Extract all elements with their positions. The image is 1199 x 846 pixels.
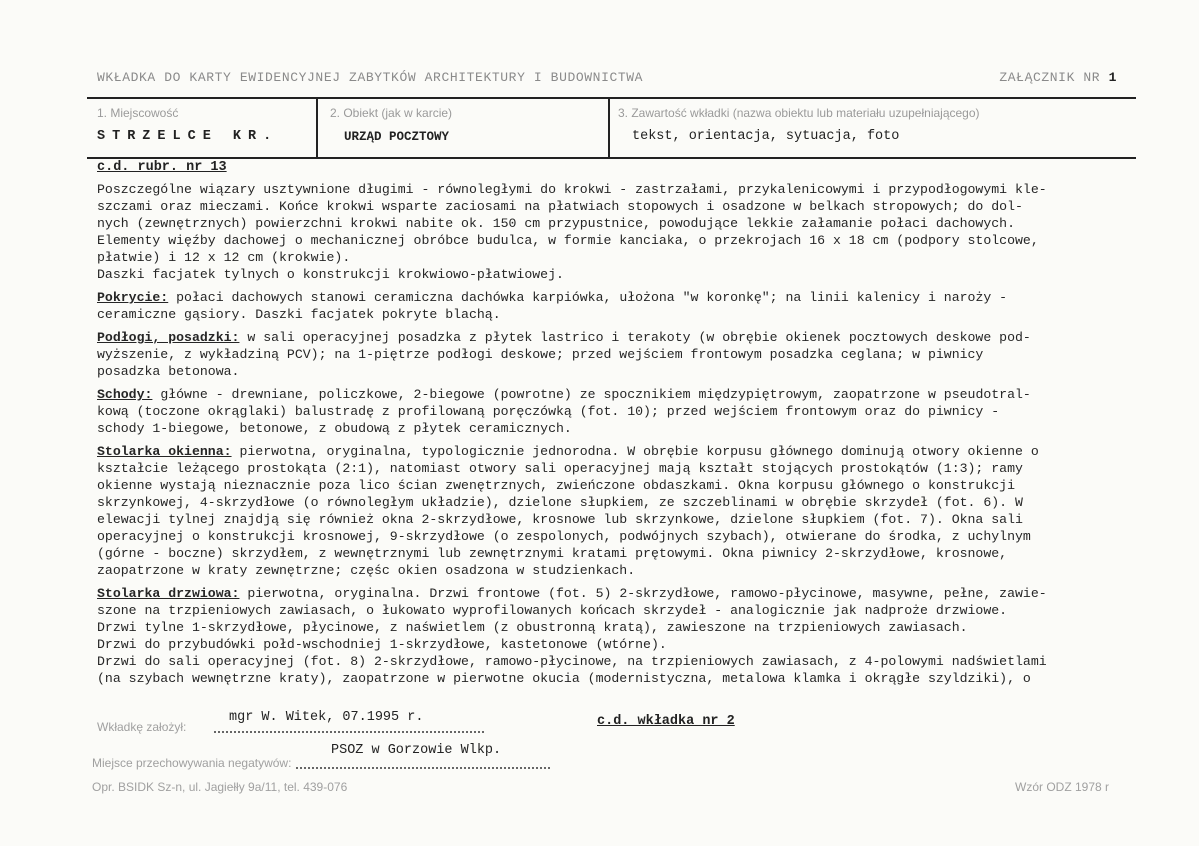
storage-dotted-line (296, 767, 550, 769)
doors-heading: Stolarka drzwiowa: (97, 586, 240, 601)
storage-value: PSOZ w Gorzowie Wlkp. (331, 743, 502, 758)
text-line: okienne wystają nieznacznie poza lico ścian zwenętrznych, zwieńczone obdaszkami. Okna korpusu głównego o konstrukcji (97, 478, 1015, 493)
text-line: nych (zewnętrznych) powierzchni krokwi nabite ok. 150 cm przypustnice, powodujące lekkie załamanie połaci dachowych. (97, 216, 1015, 231)
author-label: Wkładkę założył: (97, 720, 187, 734)
annex-label (999, 70, 1117, 85)
text-line: Drzwi do przybudówki połd-wschodniej 1-skrzydłowe, kastetonowe (wtórne). (97, 637, 667, 652)
place-value: STRZELCE KR. (97, 129, 279, 144)
annex-number: 1 (1108, 70, 1117, 85)
text-line: schody 1-biegowe, betonowe, z obudową z płytek ceramicznych. (97, 421, 572, 436)
author-dotted-line (214, 731, 484, 733)
text-line: elewacji tylnej znajdją się również okna 2-skrzydłowe, krosnowe lub skrzynkowe, dzielone słupkiem (fot. 7). Okna sali (97, 512, 1023, 527)
text-line: kową (toczone okrąglaki) balustradę z profilowaną poręczówką (fot. 10); przed wejściem frontowym oraz do piwnicy - (97, 404, 1000, 419)
roof-text: połaci dachowych stanowi ceramiczna dachówka karpiówka, ułożona "w koronkę"; na linii kalenicy i naroży - (168, 290, 1008, 305)
print-info: Opr. BSIDK Sz-n, ul. Jagiełły 9a/11, tel. 439-076 (92, 780, 348, 794)
text-line: szczami oraz mieczami. Końce krokwi wsparte zaciosami na płatwiach stopowych i osadzone w belkach stropowych; do dol- (97, 199, 1023, 214)
form-code: Wzór ODZ 1978 r (1015, 780, 1110, 794)
text-line: Poszczególne wiązary usztywnione długimi - równoległymi do krokwi - zastrzałami, przykalenicowymi i przypodłogowymi kle- (97, 182, 1047, 197)
author-value: mgr W. Witek, 07.1995 r. (229, 710, 424, 725)
text-line: Drzwi do sali operacyjnej (fot. 8) 2-skrzydłowe, ramowo-płycinowe, na trzpieniowych zawiasach, z 4-polowymi nadświetlami (97, 654, 1047, 669)
windows-paragraph (97, 443, 1117, 579)
text-line (97, 386, 1117, 403)
text-line: (górne - boczne) skrzydłem, z wewnętrznymi lub zewnętrznymi kratami prętowymi. Okna piwnicy 2-skrzydłowe, krosnowe, (97, 546, 1008, 561)
text-line: ceramiczne gąsiory. Daszki facjatek pokryte blachą. (97, 307, 501, 322)
header-top-rule (87, 97, 1136, 99)
stairs-paragraph (97, 386, 1117, 437)
floors-heading: Podłogi, posadzki: (97, 330, 240, 345)
continued-on-insert: c.d. wkładka nr 2 (597, 714, 735, 729)
doors-paragraph (97, 585, 1117, 687)
stairs-heading: Schody: (97, 387, 153, 402)
windows-text: pierwotna, oryginalna, typologicznie jednorodna. W obrębie korpusu głównego dominują otwory okienne o (231, 444, 1039, 459)
text-line: kształcie leżącego prostokąta (2:1), natomiast otwory sali operacyjnej mają kształt stojących prostokątów (1:3); ramy (97, 461, 1023, 476)
windows-heading: Stolarka okienna: (97, 444, 232, 459)
text-line: Drzwi tylne 1-skrzydłowe, płycinowe, z naświetlem (z obustronną kratą), zawieszone na trzpieniowych zawiasach. (97, 620, 968, 635)
text-line: zaopatrzone w kraty zewnętrzne; częśc okien osadzona w studzienkach. (97, 563, 636, 578)
text-line: Elementy więźby dachowej o mechanicznej obróbce budulca, w formie kanciaka, o przekrojach 16 x 18 cm (podpory stolcowe, (97, 233, 1039, 248)
text-line: (na szybach wewnętrzne kraty), zaopatrzone w pierwotne okucia (modernistyczna, metalowa klamka i okrągłe szyldziki), o (97, 671, 1031, 686)
place-label: 1. Miejscowość (97, 106, 179, 120)
text-line (97, 329, 1117, 346)
text-line: posadzka betonowa. (97, 364, 240, 379)
text-line (97, 443, 1117, 460)
floors-text: w sali operacyjnej posadzka z płytek lastrico i terakoty (w obrębie okienek pocztowych deskowe pod- (239, 330, 1031, 345)
doors-text: pierwotna, oryginalna. Drzwi frontowe (fot. 5) 2-skrzydłowe, ramowo-płycinowe, masywne, pełne, zawie- (239, 586, 1047, 601)
annex-label-text: ZAŁĄCZNIK NR (999, 70, 1101, 85)
header-bottom-rule (87, 157, 1136, 159)
text-line: skrzynkowej, 4-skrzydłowe (o równoległym układzie), dzielone słupkiem, ze szczeblinami w obrębie skrzydeł (fot. 6). W (97, 495, 1023, 510)
content-label: 3. Zawartość wkładki (nazwa obiektu lub materiału uzupełniającego) (618, 106, 980, 120)
intro-paragraph (97, 181, 1117, 283)
text-line: szone na trzpieniowych zawiasach, o łukowato wyprofilowanych końcach skrzydeł - analogicznie jak nadproże drzwiowe. (97, 603, 1008, 618)
text-line (97, 585, 1117, 602)
text-line: Daszki facjatek tylnych o konstrukcji krokwiowo-płatwiowej. (97, 267, 564, 282)
column-divider-2 (608, 97, 610, 159)
text-line (97, 289, 1117, 306)
roof-heading: Pokrycie: (97, 290, 169, 305)
floors-paragraph (97, 329, 1117, 380)
object-value: URZĄD POCZTOWY (344, 130, 450, 144)
rubric-heading: c.d. rubr. nr 13 (97, 160, 227, 175)
column-divider-1 (316, 97, 318, 159)
stairs-text: główne - drewniane, policzkowe, 2-biegowe (powrotne) ze spocznikiem międzypiętrowym, zaopatrzone w pseudotral- (152, 387, 1031, 402)
text-line: płatwie) i 12 x 12 cm (krokwie). (97, 250, 351, 265)
form-title: WKŁADKA DO KARTY EWIDENCYJNEJ ZABYTKÓW ARCHITEKTURY I BUDOWNICTWA (97, 70, 644, 85)
text-line: wyższenie, z wykładziną PCV); na 1-piętrze podłogi deskowe; przed wejściem frontowym posadzka ceglana; w piwnicy (97, 347, 984, 362)
description-body (97, 181, 1117, 687)
text-line: operacyjnej o konstrukcji krosnowej, 9-skrzydłowe (o zespolonych, podwójnych szybach), otwierane do środka, z uchylnym (97, 529, 1031, 544)
storage-label: Miejsce przechowywania negatywów: (92, 756, 292, 770)
roof-paragraph (97, 289, 1117, 323)
object-label: 2. Obiekt (jak w karcie) (330, 106, 453, 120)
content-value: tekst, orientacja, sytuacja, foto (632, 129, 900, 144)
